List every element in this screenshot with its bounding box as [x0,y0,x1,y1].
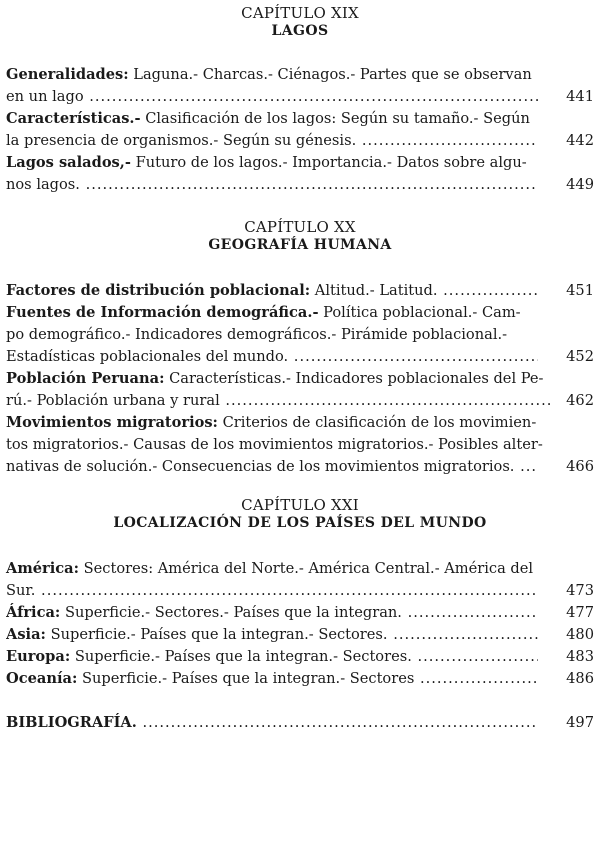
entry-text: Laguna.- Charcas.- Ciénagos.- Partes que se observan [133,66,532,83]
entry-text: Características.- Indicadores poblacionales del Pe- [169,370,544,387]
entry-heading: Europa: [6,648,71,665]
chapter-title: GEOGRAFÍA HUMANA [208,237,392,253]
page-number: 480 [566,626,594,643]
entry-text-last-wrap [6,646,538,668]
entry-text-last: en un lago ..... [6,86,538,108]
entry-heading: Generalidades: [6,66,129,83]
entry-leader-line [6,646,594,668]
toc-entry-asia[interactable] [6,624,594,646]
page-number: 473 [566,582,594,599]
toc-entry-poblacion-peruana[interactable] [6,368,594,412]
entry-leader-line [6,624,594,646]
entry-text-last: Superficie.- Países que la integran.- Sectores [81,670,415,687]
entry-text-last: Superficie.- Países que la integran.- Sectores. [74,648,412,665]
entry-heading: América: [6,560,80,577]
entry-heading: Movimientos migratorios: [6,414,218,431]
entry-text: Clasificación de los lagos: Según su tamaño.- Según [145,110,530,127]
entry-heading: Factores de distribución poblacional: [6,282,311,299]
entry-text-last-wrap [6,712,538,734]
entry-leader-line [6,174,594,196]
toc-entry-movimientos[interactable] [6,412,594,478]
entry-heading: Lagos salados,- [6,154,131,171]
entry-text-last-wrap [6,624,538,646]
chapter-21-heading [0,496,600,532]
entry-heading: Oceanía: [6,670,78,687]
entry-heading: África: [6,604,61,621]
entry-leader-line [6,602,594,624]
entry-heading: Asia: [6,626,46,643]
entry-text: Futuro de los lagos.- Importancia.- Datos sobre algu- [135,154,527,171]
entry-text-last: nos lagos. ..... [6,174,538,196]
entry-leader-line [6,390,594,412]
entry-line [6,108,594,130]
entry-text-last: Superficie.- Países que la integran.- Sectores. [50,626,388,643]
entry-leader-line [6,712,594,734]
entry-text-last-wrap [6,280,538,302]
entry-text-last: Estadísticas poblacionales del mundo. ..... [6,346,538,368]
chapter-19-heading [0,4,600,40]
bibliography-label: BIBLIOGRAFÍA. [6,714,137,731]
entry-text-last: Superficie.- Sectores.- Países que la integran. [64,604,402,621]
entry-leader-line [6,668,594,690]
toc-entry-caracteristicas[interactable] [6,108,594,152]
page-number: 466 [566,458,594,475]
page-number: 442 [566,132,594,149]
entry-text-last: Altitud.- Latitud. [314,282,438,299]
entry-leader-line [6,456,594,478]
chapter-title: LOCALIZACIÓN DE LOS PAÍSES DEL MUNDO [113,515,487,531]
entry-text-last: la presencia de organismos.- Según su génesis. ..... [6,130,538,152]
chapter-20-heading [0,218,600,254]
entry-leader-line [6,346,594,368]
entry-leader-line [6,580,594,602]
page-number: 462 [566,392,594,409]
entry-text-last-wrap [6,602,538,624]
toc-entry-europa[interactable] [6,646,594,668]
entry-text: tos migratorios.- Causas de los movimientos migratorios.- Posibles alter- [6,436,543,453]
page-number: 452 [566,348,594,365]
entry-text: po demográfico.- Indicadores demográficos.- Pirámide poblacional.- [6,326,508,343]
entry-text: Criterios de clasificación de los movimien- [222,414,537,431]
page-number: 451 [566,282,594,299]
entry-leader-line [6,130,594,152]
chapter-number: CAPÍTULO XX [244,218,356,236]
toc-entry-generalidades[interactable] [6,64,594,108]
toc-entry-bibliografia[interactable] [6,712,594,734]
chapter-title: LAGOS [271,23,329,39]
entry-line [6,412,594,434]
entry-text-last: nativas de solución.- Consecuencias de los movimientos migratorios. ..... [6,456,538,478]
page-number: 477 [566,604,594,621]
entry-text: Política poblacional.- Cam- [323,304,521,321]
entry-text-last: Sur. ..... [6,580,538,602]
entry-leader-line [6,86,594,108]
toc-entry-oceania[interactable] [6,668,594,690]
entry-line [6,324,594,346]
entry-text: Sectores: América del Norte.- América Central.- América del [83,560,534,577]
entry-line [6,152,594,174]
page-number: 486 [566,670,594,687]
entry-heading: Fuentes de Información demográfica.- [6,304,319,321]
chapter-number: CAPÍTULO XXI [241,496,359,514]
toc-entry-factores[interactable] [6,280,594,302]
entry-text-last: rú.- Población urbana y rural [6,392,220,409]
page-number: 483 [566,648,594,665]
chapter-number: CAPÍTULO XIX [241,4,359,22]
entry-leader-line [6,280,594,302]
entry-text-last-plain [6,390,551,412]
entry-line [6,302,594,324]
entry-line [6,64,594,86]
entry-heading: Población Peruana: [6,370,165,387]
toc-entry-africa[interactable] [6,602,594,624]
toc-entry-fuentes[interactable] [6,302,594,368]
toc-entry-america[interactable] [6,558,594,602]
page-number: 449 [566,176,594,193]
entry-line [6,558,594,580]
page-number: 441 [566,88,594,105]
entry-line [6,434,594,456]
page-number: 497 [566,714,594,731]
entry-text-last-wrap [6,668,538,690]
entry-heading: Características.- [6,110,141,127]
toc-entry-lagos-salados[interactable] [6,152,594,196]
entry-line [6,368,594,390]
